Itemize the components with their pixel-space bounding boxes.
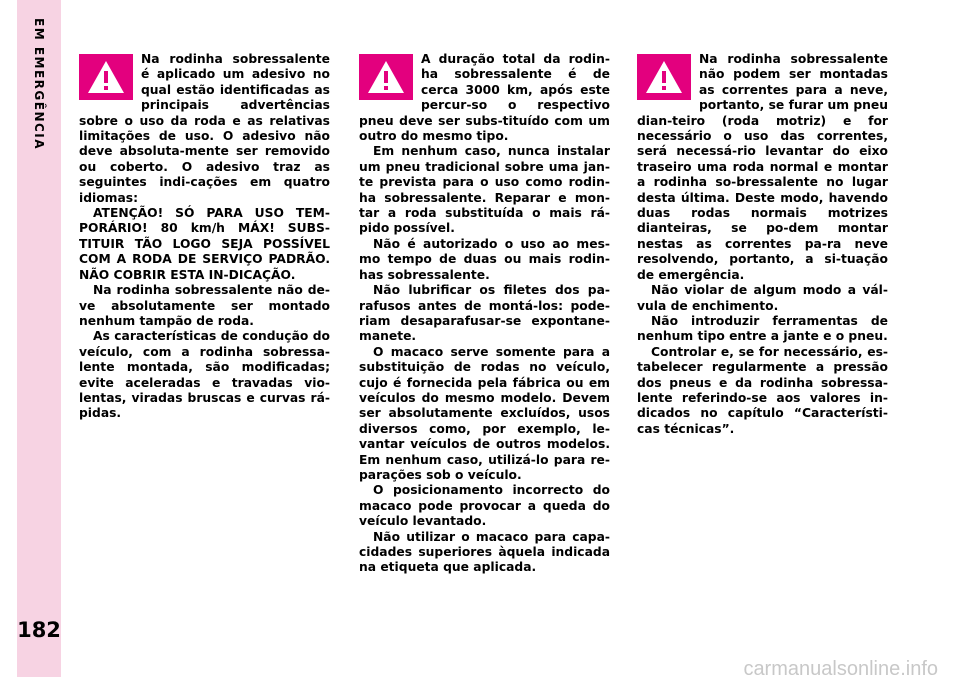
warning-triangle-icon: [359, 54, 413, 100]
paragraph: As características de condução do veículo, com a rodinha sobressa-lente montada, são modificadas; evite aceleradas e travadas vio-lentas, viradas bruscas e curvas rá-pidas.: [79, 329, 330, 421]
watermark: carmanualsonline.info: [743, 658, 938, 680]
paragraph: A duração total da rodin-ha sobressalente é de cerca 3000 km, após este percur-so o respectivo pneu deve ser subs-tituído com um outro do mesmo tipo.: [359, 52, 610, 144]
warning-triangle-icon: [79, 54, 133, 100]
chapter-title-text: EM EMERGÊNCIA: [32, 18, 46, 151]
paragraph: Na rodinha sobressalente é aplicado um adesivo no qual estão identificadas as principais advertências sobre o uso da roda e as relativas limitações de uso. O adesivo não deve absoluta-mente ser removido ou coberto. O adesivo traz as seguintes indi-cações em quatro idiomas:: [79, 52, 330, 205]
paragraph: Controlar e, se for necessário, es-tabelecer regularmente a pressão dos pneus e da rodinha sobressa-lente referindo-se aos valores in-dicados no capítulo “Característi-cas técnicas”.: [637, 344, 888, 436]
paragraph: Não violar de algum modo a vál-vula de enchimento.: [637, 283, 888, 313]
paragraph: Não utilizar o macaco para capa-cidades superiores àquela indicada na etiqueta que aplicada.: [359, 529, 610, 575]
paragraph: Na rodinha sobressalente não podem ser montadas as correntes para a neve, portanto, se furar um pneu dian-teiro (roda motriz) e for necessário o uso das correntes, será necessá-rio levantar do eixo traseiro uma roda normal e montar a rodinha so-bressalente no lugar desta última. Deste modo, havendo duas rodas normais motrizes dianteiras, se po-dem montar nestas as correntes pa-ra neve resolvendo, portanto, a si-tuação de emergência.: [637, 52, 888, 282]
warning-triangle-icon: [637, 54, 691, 100]
paragraph: Em nenhum caso, nunca instalar um pneu tradicional sobre uma jan-te prevista para o uso como rodin-ha sobressalente. Reparar e mon-tar a roda substituída o mais rá-pido possível.: [359, 144, 610, 236]
chapter-title: [17, 18, 61, 258]
page-number: 182: [17, 618, 61, 642]
paragraph: Não é autorizado o uso ao mes-mo tempo de duas ou mais rodin-has sobressalente.: [359, 236, 610, 282]
text-column-3: [637, 52, 888, 437]
paragraph: O macaco serve somente para a substituição de rodas no veículo, cujo é fornecida pela fábrica ou em veículos do mesmo modelo. Devem ser absolutamente excluídos, usos diversos como, por exemplo, le-vantar veículos de outros modelos. Em nenhum caso, utilizá-lo para re-parações sob o veículo.: [359, 344, 610, 482]
paragraph: O posicionamento incorrecto do macaco pode provocar a queda do veículo levantado.: [359, 483, 610, 529]
paragraph: Na rodinha sobressalente não de-ve absolutamente ser montado nenhum tampão de roda.: [79, 283, 330, 328]
paragraph: Não introduzir ferramentas de nenhum tipo entre a jante e o pneu.: [637, 313, 888, 344]
paragraph: Não lubrificar os filetes dos pa-rafusos antes de montá-los: pode-riam desaparafusar-se expontane-manete.: [359, 283, 610, 344]
paragraph: ATENÇÃO! SÓ PARA USO TEM-PORÁRIO! 80 km/h MÁX! SUBS-TITUIR TÃO LOGO SEJA POSSÍVEL COM A RODA DE SERVIÇO PADRÃO. NÃO COBRIR ESTA IN-DICAÇÃO.: [79, 206, 330, 282]
text-column-2: [359, 52, 610, 576]
text-column-1: [79, 52, 330, 422]
